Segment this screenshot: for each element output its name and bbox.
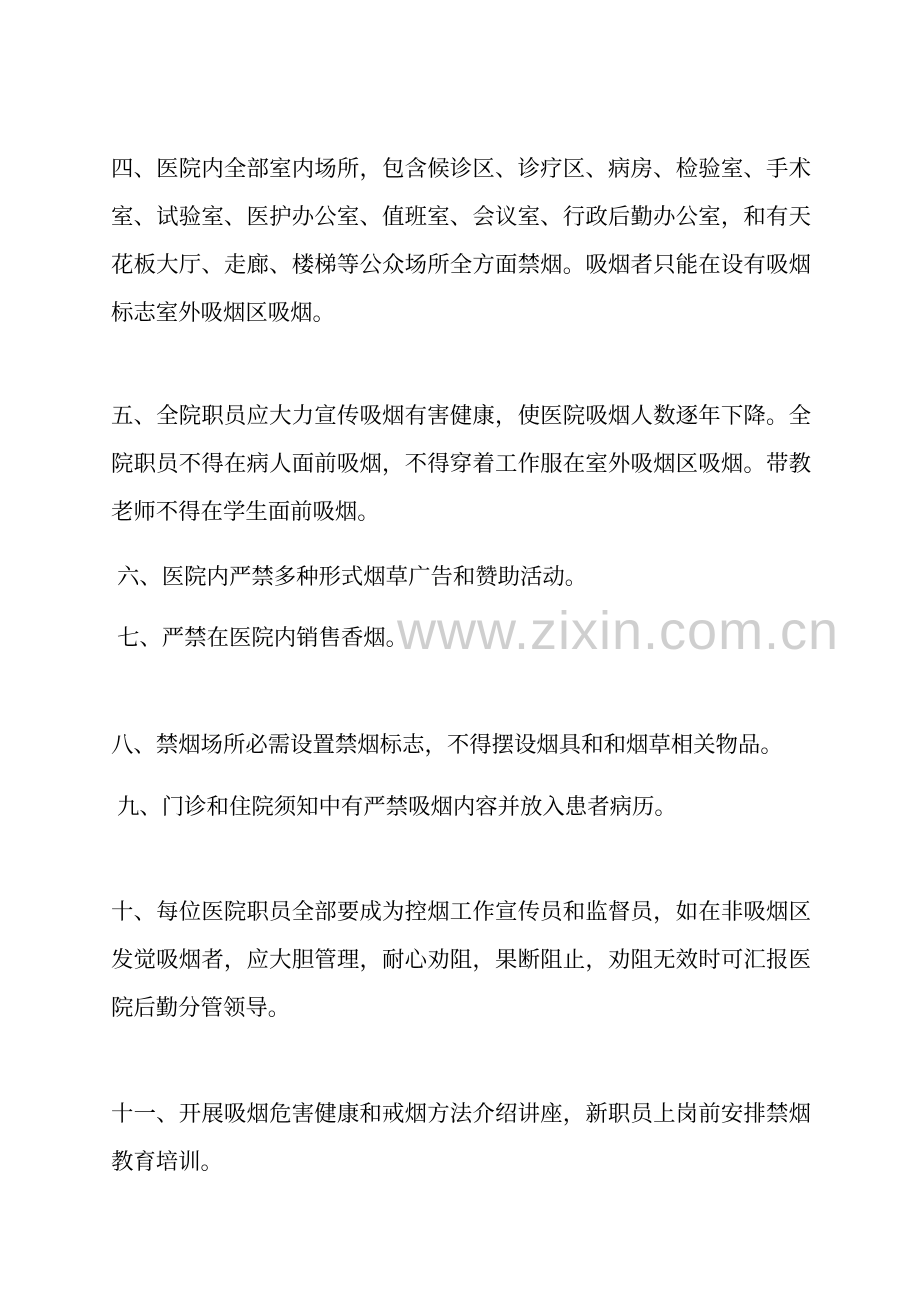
paragraph-11: 十一、开展吸烟危害健康和戒烟方法介绍讲座，新职员上岗前安排禁烟教育培训。: [111, 1101, 811, 1175]
paragraph-8: 八、禁烟场所必需设置禁烟标志，不得摆设烟具和和烟草相关物品。: [111, 732, 783, 758]
paragraph-5: 五、全院职员应大力宣传吸烟有害健康，使医院吸烟人数逐年下降。全院职员不得在病人面前吸烟，不得穿着工作服在室外吸烟区吸烟。带教老师不得在学生面前吸烟。: [111, 403, 811, 525]
paragraph-4: 四、医院内全部室内场所，包含候诊区、诊疗区、病房、检验室、手术室、试验室、医护办公室、值班室、会议室、行政后勤办公室，和有天花板大厅、走廊、楼梯等公众场所全方面禁烟。吸烟者只能在设有吸烟标志室外吸烟区吸烟。: [111, 156, 811, 326]
paragraph-10: 十、每位医院职员全部要成为控烟工作宣传员和监督员，如在非吸烟区发觉吸烟者，应大胆管理，耐心劝阻，果断阻止，劝阻无效时可汇报医院后勤分管领导。: [111, 899, 811, 1021]
paragraph-7: 七、严禁在医院内销售香烟。: [117, 625, 409, 651]
paragraph-9: 九、门诊和住院须知中有严禁吸烟内容并放入患者病历。: [117, 794, 677, 820]
paragraph-6: 六、医院内严禁多种形式烟草广告和赞助活动。: [117, 564, 588, 590]
watermark-text: www.zixin.com.cn: [397, 601, 840, 661]
